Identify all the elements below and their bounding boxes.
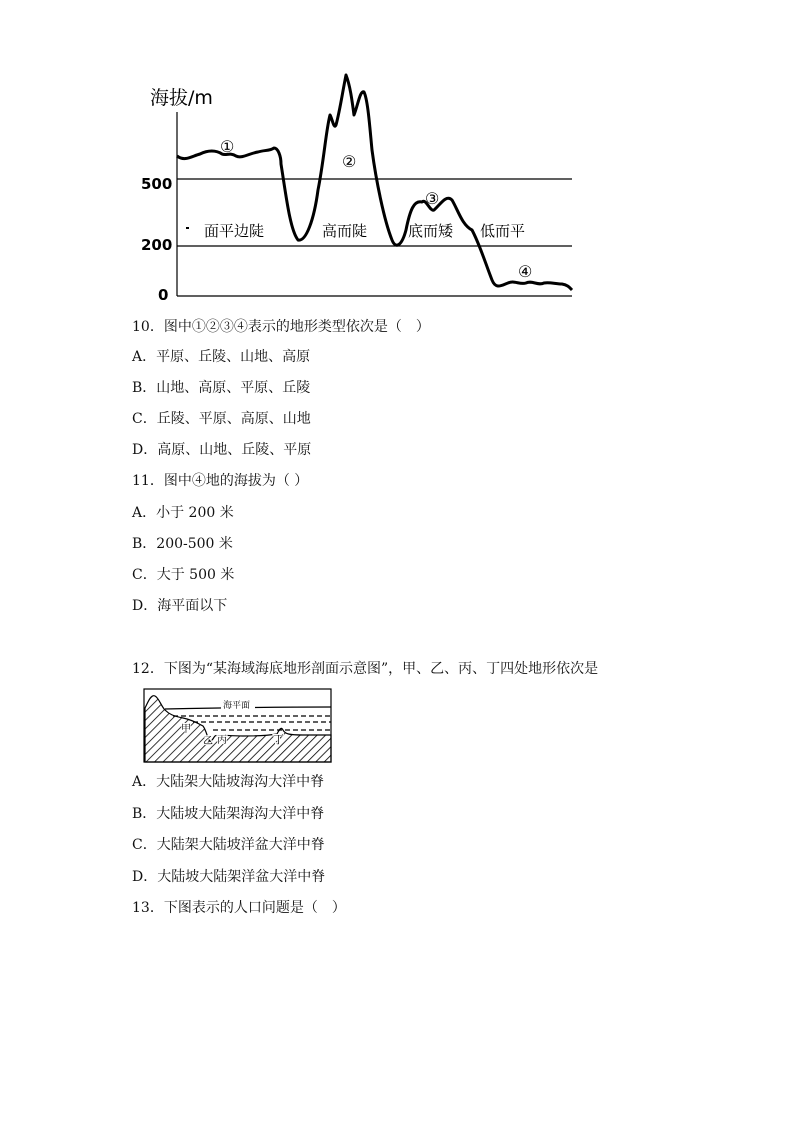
q12-option-d: D．大陆坡大陆架洋盆大洋中脊 — [132, 869, 326, 885]
sea-level-label: 海平面 — [223, 701, 251, 711]
q11-option-a: A．小于 200 米 — [132, 505, 234, 521]
region-label-1: 面平边陡 — [204, 222, 265, 240]
q11-option-d: D．海平面以下 — [132, 598, 228, 614]
tick-200: 200 — [141, 236, 173, 254]
question-10-stem: 10．图中①②③④表示的地形类型依次是（ ） — [132, 319, 430, 335]
label-bing: 丙 — [217, 735, 227, 746]
q10-option-b: B．山地、高原、平原、丘陵 — [132, 380, 311, 396]
q12-option-c: C．大陆架大陆坡洋盆大洋中脊 — [132, 837, 325, 853]
label-ding: 丁 — [273, 733, 284, 746]
q11-option-b: B．200-500 米 — [132, 536, 233, 552]
q12-option-b: B．大陆坡大陆架海沟大洋中脊 — [132, 806, 325, 822]
marker-3: ③ — [425, 189, 440, 208]
label-jia: 甲 — [181, 724, 191, 735]
seafloor-profile-figure — [143, 688, 333, 764]
ink-dot — [186, 227, 189, 229]
question-12-stem: 12．下图为“某海域海底地形剖面示意图”，甲、乙、丙、丁四处地形依次是 — [132, 661, 599, 677]
marker-2: ② — [342, 152, 357, 171]
region-label-3: 底而矮 — [408, 222, 454, 240]
q12-option-a: A．大陆架大陆坡海沟大洋中脊 — [132, 774, 325, 790]
marker-1: ① — [220, 137, 235, 156]
question-11-stem: 11．图中④地的海拔为（ ） — [132, 473, 309, 489]
marker-4: ④ — [518, 262, 533, 281]
y-axis-title: 海拔/m — [150, 87, 213, 109]
region-label-2: 高而陡 — [322, 222, 368, 240]
q11-option-c: C．大于 500 米 — [132, 567, 235, 583]
q10-option-a: A．平原、丘陵、山地、高原 — [132, 349, 311, 365]
terrain-profile-figure — [140, 70, 580, 305]
q10-option-c: C．丘陵、平原、高原、山地 — [132, 411, 311, 427]
label-yi: 乙 — [203, 736, 213, 747]
tick-0: 0 — [158, 286, 169, 304]
region-label-4: 低而平 — [480, 222, 526, 240]
question-13-stem: 13．下图表示的人口问题是（ ） — [132, 900, 346, 916]
terrain-profile-line — [177, 75, 572, 290]
tick-500: 500 — [141, 175, 173, 193]
q10-option-d: D．高原、山地、丘陵、平原 — [132, 442, 312, 458]
